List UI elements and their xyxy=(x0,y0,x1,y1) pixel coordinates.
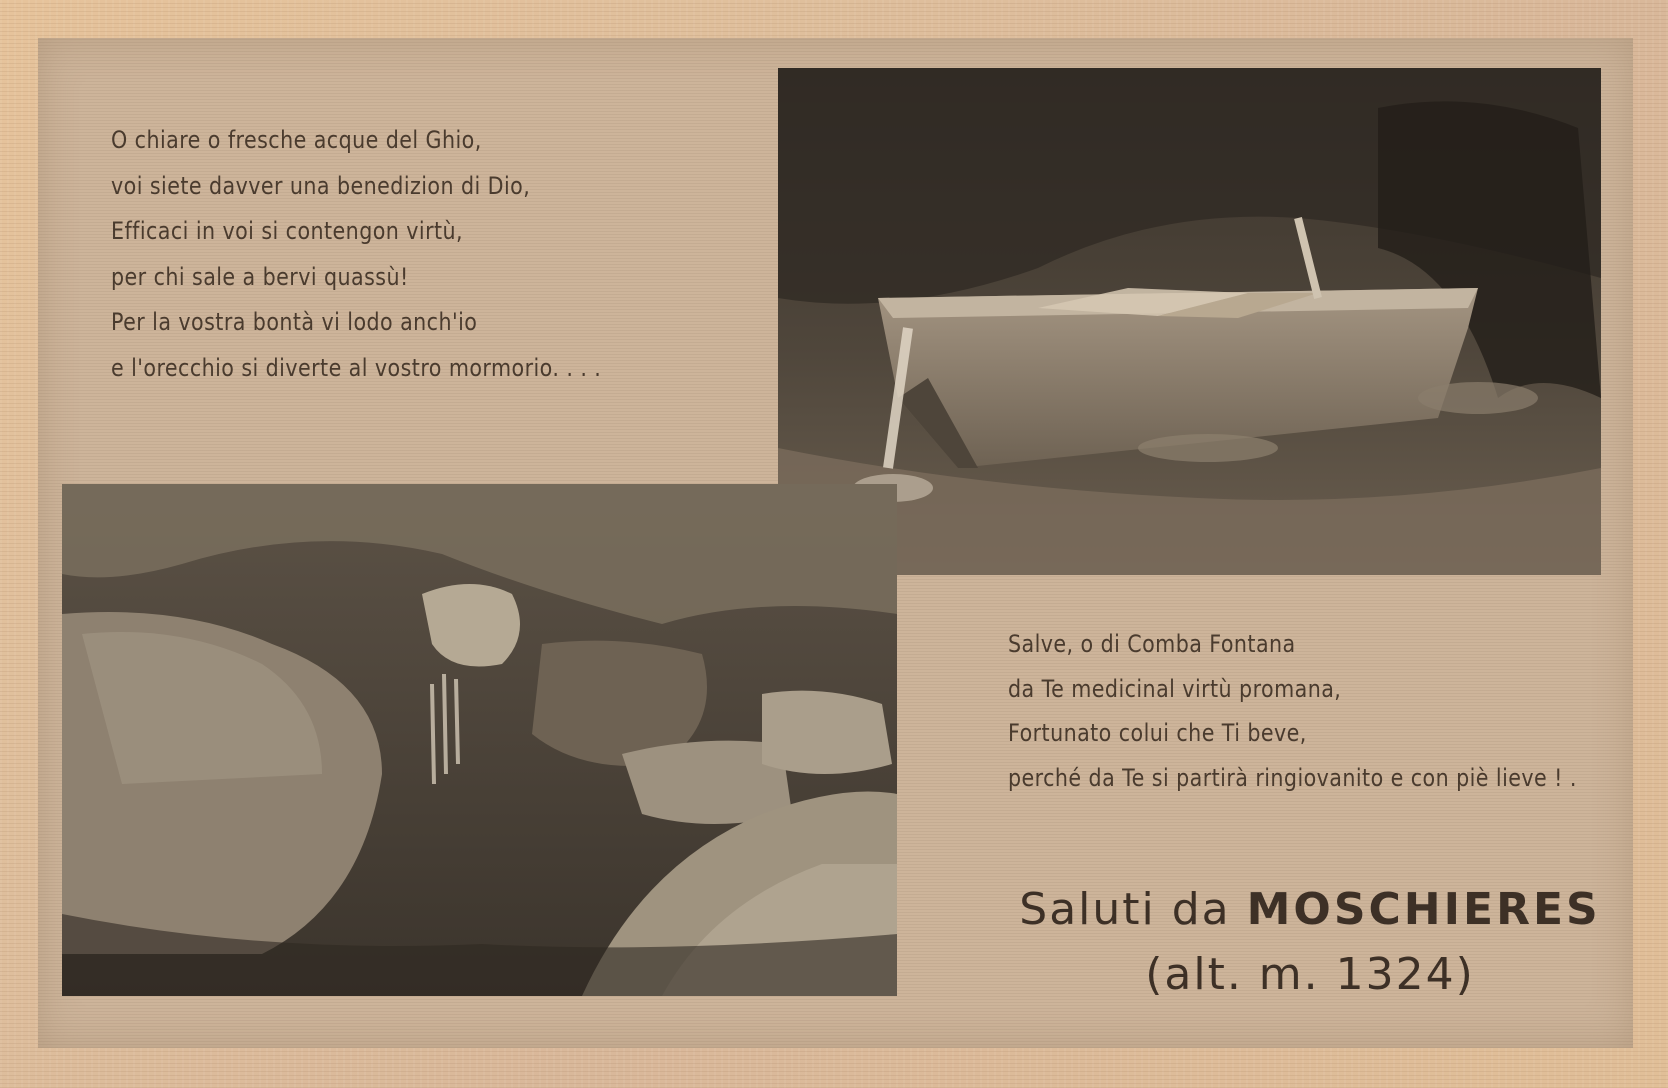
poem-top-line: Efficaci in voi si contengon virtù, xyxy=(111,217,464,245)
poem-bottom xyxy=(1008,622,1577,800)
poem-top-line: e l'orecchio si diverte al vostro mormorio. . . . xyxy=(111,353,602,382)
poem-top-line: Per la vostra bontà vi lodo anch'io xyxy=(111,308,478,336)
greeting-place: MOSCHIERES xyxy=(1246,884,1601,935)
poem-top-line: voi siete davver una benedizion di Dio, xyxy=(111,171,531,200)
greeting xyxy=(1000,880,1620,1010)
poem-bottom-line: Salve, o di Comba Fontana xyxy=(1008,630,1296,658)
poem-top xyxy=(111,118,601,391)
greeting-altitude: (alt. m. 1324) xyxy=(1145,949,1475,1000)
poem-bottom-line: da Te medicinal virtù promana, xyxy=(1008,674,1342,703)
greeting-prefix: Saluti da xyxy=(1019,884,1231,935)
trough-photo xyxy=(778,68,1601,575)
poem-bottom-line: perché da Te si partirà ringiovanito e con piè lieve ! . xyxy=(1008,763,1577,792)
poem-top-line: per chi sale a bervi quassù! xyxy=(111,262,409,291)
stream-photo xyxy=(62,484,897,996)
poem-top-line: O chiare o fresche acque del Ghio, xyxy=(111,126,482,154)
poem-bottom-line: Fortunato colui che Ti beve, xyxy=(1008,719,1307,747)
greeting-line xyxy=(1000,880,1620,940)
